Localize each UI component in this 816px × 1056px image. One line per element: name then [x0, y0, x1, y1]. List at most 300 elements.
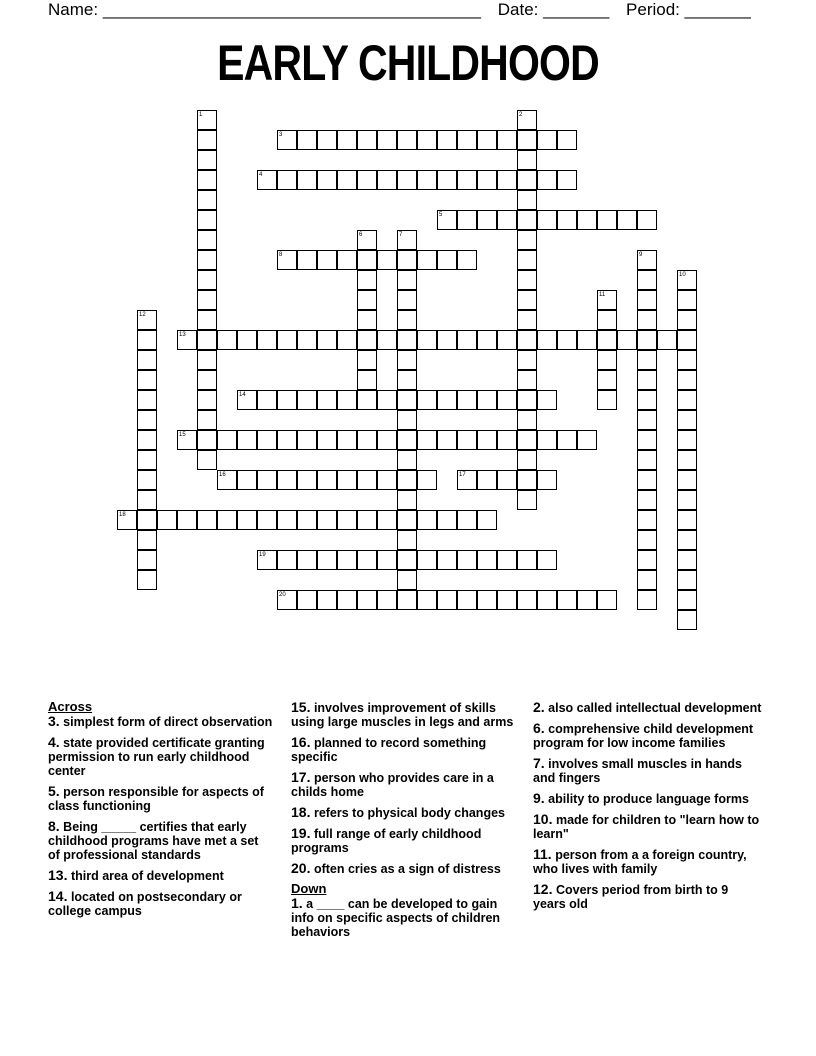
crossword-cell[interactable] — [437, 550, 457, 570]
crossword-cell[interactable] — [317, 510, 337, 530]
crossword-cell[interactable] — [437, 590, 457, 610]
crossword-cell[interactable] — [517, 350, 537, 370]
crossword-cell[interactable] — [597, 330, 617, 350]
crossword-cell[interactable] — [357, 250, 377, 270]
crossword-cell[interactable] — [677, 370, 697, 390]
crossword-cell[interactable] — [517, 590, 537, 610]
crossword-cell[interactable] — [677, 530, 697, 550]
crossword-cell[interactable] — [537, 130, 557, 150]
crossword-cell[interactable] — [517, 170, 537, 190]
crossword-cell[interactable] — [497, 470, 517, 490]
crossword-cell[interactable] — [557, 130, 577, 150]
crossword-cell[interactable] — [297, 330, 317, 350]
crossword-cell[interactable] — [217, 430, 237, 450]
crossword-cell[interactable] — [637, 290, 657, 310]
crossword-cell[interactable] — [637, 250, 657, 270]
crossword-cell[interactable] — [197, 290, 217, 310]
crossword-cell[interactable] — [377, 390, 397, 410]
crossword-cell[interactable] — [197, 410, 217, 430]
crossword-cell[interactable] — [537, 390, 557, 410]
crossword-cell[interactable] — [417, 130, 437, 150]
crossword-cell[interactable] — [137, 570, 157, 590]
crossword-cell[interactable] — [417, 250, 437, 270]
crossword-cell[interactable] — [437, 130, 457, 150]
crossword-cell[interactable] — [337, 330, 357, 350]
name-line[interactable]: ________________________________________ — [102, 0, 481, 19]
crossword-cell[interactable] — [357, 330, 377, 350]
crossword-cell[interactable] — [297, 510, 317, 530]
crossword-cell[interactable] — [477, 590, 497, 610]
clues-column-3 — [533, 700, 763, 917]
crossword-cell[interactable] — [457, 390, 477, 410]
crossword-cell[interactable] — [257, 170, 277, 190]
clue-number: 9. — [533, 790, 545, 806]
crossword-cell[interactable] — [477, 510, 497, 530]
crossword-cell[interactable] — [597, 350, 617, 370]
crossword-cell[interactable] — [417, 390, 437, 410]
crossword-cell[interactable] — [397, 590, 417, 610]
crossword-cell[interactable] — [457, 250, 477, 270]
crossword-cell[interactable] — [137, 350, 157, 370]
crossword-cell[interactable] — [517, 310, 537, 330]
crossword-cell[interactable] — [337, 250, 357, 270]
crossword-cell[interactable] — [577, 210, 597, 230]
crossword-cell[interactable] — [317, 390, 337, 410]
period-line[interactable]: _______ — [684, 0, 751, 19]
crossword-cell[interactable] — [197, 390, 217, 410]
crossword-cell[interactable] — [637, 530, 657, 550]
crossword-cell[interactable] — [137, 510, 157, 530]
crossword-cell[interactable] — [677, 350, 697, 370]
crossword-cell[interactable] — [237, 510, 257, 530]
crossword-cell[interactable] — [517, 130, 537, 150]
crossword-cell[interactable] — [277, 470, 297, 490]
crossword-cell[interactable] — [637, 510, 657, 530]
crossword-cell[interactable] — [397, 350, 417, 370]
crossword-cell[interactable] — [597, 390, 617, 410]
clue-text: person responsible for aspects of class functioning — [48, 785, 264, 813]
crossword-cell[interactable] — [617, 210, 637, 230]
crossword-cell[interactable] — [357, 290, 377, 310]
crossword-cell[interactable] — [197, 450, 217, 470]
crossword-cell[interactable] — [677, 450, 697, 470]
crossword-cell[interactable] — [137, 310, 157, 330]
crossword-cell[interactable] — [477, 130, 497, 150]
crossword-cell[interactable] — [597, 590, 617, 610]
crossword-cell[interactable] — [357, 310, 377, 330]
crossword-cell[interactable] — [337, 170, 357, 190]
crossword-cell[interactable] — [197, 270, 217, 290]
crossword-cell[interactable] — [377, 510, 397, 530]
crossword-cell[interactable] — [517, 410, 537, 430]
crossword-cell[interactable] — [537, 330, 557, 350]
crossword-cell[interactable] — [517, 430, 537, 450]
crossword-cell[interactable] — [517, 450, 537, 470]
crossword-cell[interactable] — [397, 130, 417, 150]
crossword-cell[interactable] — [637, 370, 657, 390]
crossword-cell[interactable] — [497, 590, 517, 610]
crossword-cell[interactable] — [337, 550, 357, 570]
crossword-cell[interactable] — [357, 550, 377, 570]
crossword-cell[interactable] — [397, 410, 417, 430]
crossword-cell[interactable] — [537, 550, 557, 570]
crossword-cell[interactable] — [397, 310, 417, 330]
crossword-cell[interactable] — [417, 510, 437, 530]
crossword-cell[interactable] — [397, 230, 417, 250]
crossword-cell[interactable] — [437, 510, 457, 530]
crossword-cell[interactable] — [417, 170, 437, 190]
clue-item — [291, 826, 521, 855]
crossword-cell[interactable] — [357, 390, 377, 410]
clue-number-label: 16 — [219, 472, 226, 478]
crossword-cell[interactable] — [157, 510, 177, 530]
crossword-cell[interactable] — [497, 430, 517, 450]
crossword-cell[interactable] — [397, 250, 417, 270]
crossword-cell[interactable] — [637, 470, 657, 490]
crossword-cell[interactable] — [537, 430, 557, 450]
crossword-cell[interactable] — [177, 430, 197, 450]
crossword-cell[interactable] — [317, 250, 337, 270]
crossword-cell[interactable] — [197, 330, 217, 350]
crossword-cell[interactable] — [497, 210, 517, 230]
crossword-cell[interactable] — [397, 390, 417, 410]
crossword-cell[interactable] — [297, 170, 317, 190]
crossword-cell[interactable] — [277, 430, 297, 450]
crossword-cell[interactable] — [457, 330, 477, 350]
crossword-cell[interactable] — [337, 390, 357, 410]
crossword-cell[interactable] — [337, 430, 357, 450]
crossword-cell[interactable] — [197, 510, 217, 530]
crossword-cell[interactable] — [477, 470, 497, 490]
crossword-cell[interactable] — [397, 530, 417, 550]
crossword-cell[interactable] — [277, 590, 297, 610]
crossword-cell[interactable] — [677, 290, 697, 310]
crossword-cell[interactable] — [677, 410, 697, 430]
crossword-cell[interactable] — [537, 470, 557, 490]
crossword-cell[interactable] — [357, 230, 377, 250]
crossword-cell[interactable] — [197, 110, 217, 130]
crossword-cell[interactable] — [297, 470, 317, 490]
crossword-cell[interactable] — [297, 250, 317, 270]
crossword-cell[interactable] — [337, 590, 357, 610]
crossword-cell[interactable] — [137, 550, 157, 570]
crossword-cell[interactable] — [417, 470, 437, 490]
crossword-cell[interactable] — [457, 170, 477, 190]
crossword-cell[interactable] — [517, 490, 537, 510]
crossword-cell[interactable] — [637, 410, 657, 430]
crossword-cell[interactable] — [197, 150, 217, 170]
crossword-cell[interactable] — [557, 210, 577, 230]
crossword-cell[interactable] — [457, 510, 477, 530]
crossword-cell[interactable] — [517, 330, 537, 350]
crossword-cell[interactable] — [137, 530, 157, 550]
crossword-cell[interactable] — [677, 490, 697, 510]
crossword-cell[interactable] — [437, 250, 457, 270]
crossword-cell[interactable] — [377, 550, 397, 570]
crossword-cell[interactable] — [357, 270, 377, 290]
crossword-cell[interactable] — [317, 330, 337, 350]
crossword-cell[interactable] — [137, 490, 157, 510]
crossword-cell[interactable] — [677, 430, 697, 450]
crossword-cell[interactable] — [317, 590, 337, 610]
crossword-cell[interactable] — [377, 170, 397, 190]
crossword-cell[interactable] — [517, 250, 537, 270]
crossword-cell[interactable] — [397, 510, 417, 530]
crossword-cell[interactable] — [317, 130, 337, 150]
crossword-cell[interactable] — [517, 470, 537, 490]
crossword-cell[interactable] — [277, 130, 297, 150]
crossword-cell[interactable] — [597, 210, 617, 230]
crossword-cell[interactable] — [537, 170, 557, 190]
crossword-cell[interactable] — [637, 390, 657, 410]
crossword-cell[interactable] — [297, 590, 317, 610]
crossword-cell[interactable] — [297, 130, 317, 150]
crossword-cell[interactable] — [137, 430, 157, 450]
crossword-cell[interactable] — [557, 170, 577, 190]
crossword-cell[interactable] — [297, 430, 317, 450]
crossword-cell[interactable] — [437, 330, 457, 350]
crossword-cell[interactable] — [417, 550, 437, 570]
crossword-cell[interactable] — [597, 290, 617, 310]
crossword-cell[interactable] — [197, 250, 217, 270]
crossword-cell[interactable] — [237, 430, 257, 450]
crossword-cell[interactable] — [257, 510, 277, 530]
crossword-cell[interactable] — [497, 390, 517, 410]
clue-item — [291, 770, 521, 799]
crossword-cell[interactable] — [397, 330, 417, 350]
crossword-cell[interactable] — [197, 170, 217, 190]
crossword-cell[interactable] — [497, 170, 517, 190]
crossword-cell[interactable] — [517, 390, 537, 410]
crossword-cell[interactable] — [297, 550, 317, 570]
crossword-cell[interactable] — [537, 210, 557, 230]
crossword-cell[interactable] — [677, 590, 697, 610]
crossword-cell[interactable] — [197, 310, 217, 330]
crossword-cell[interactable] — [197, 370, 217, 390]
crossword-cell[interactable] — [677, 510, 697, 530]
crossword-cell[interactable] — [397, 470, 417, 490]
crossword-cell[interactable] — [437, 170, 457, 190]
crossword-cell[interactable] — [457, 210, 477, 230]
clue-number: 11. — [533, 846, 552, 862]
crossword-cell[interactable] — [317, 430, 337, 450]
crossword-cell[interactable] — [457, 130, 477, 150]
crossword-cell[interactable] — [397, 430, 417, 450]
down-heading: Down — [291, 881, 327, 896]
crossword-cell[interactable] — [637, 430, 657, 450]
crossword-cell[interactable] — [177, 330, 197, 350]
crossword-cell[interactable] — [117, 510, 137, 530]
clue-number: 13. — [48, 867, 68, 883]
crossword-cell[interactable] — [197, 230, 217, 250]
crossword-cell[interactable] — [377, 330, 397, 350]
crossword-cell[interactable] — [137, 330, 157, 350]
crossword-cell[interactable] — [377, 590, 397, 610]
crossword-cell[interactable] — [317, 550, 337, 570]
crossword-cell[interactable] — [677, 330, 697, 350]
crossword-cell[interactable] — [377, 250, 397, 270]
clue-text: full range of early childhood programs — [291, 827, 482, 855]
crossword-cell[interactable] — [257, 390, 277, 410]
crossword-cell[interactable] — [377, 430, 397, 450]
crossword-cell[interactable] — [397, 570, 417, 590]
crossword-cell[interactable] — [397, 490, 417, 510]
crossword-cell[interactable] — [437, 430, 457, 450]
crossword-cell[interactable] — [357, 130, 377, 150]
date-line[interactable]: _______ — [543, 0, 610, 19]
crossword-cell[interactable] — [577, 330, 597, 350]
crossword-cell[interactable] — [637, 570, 657, 590]
crossword-cell[interactable] — [197, 210, 217, 230]
crossword-cell[interactable] — [477, 430, 497, 450]
crossword-cell[interactable] — [517, 370, 537, 390]
crossword-cell[interactable] — [277, 330, 297, 350]
crossword-cell[interactable] — [377, 130, 397, 150]
crossword-cell[interactable] — [517, 270, 537, 290]
crossword-cell[interactable] — [137, 370, 157, 390]
crossword-cell[interactable] — [477, 170, 497, 190]
crossword-cell[interactable] — [437, 390, 457, 410]
clue-item — [533, 756, 763, 785]
crossword-cell[interactable] — [137, 390, 157, 410]
crossword-cell[interactable] — [637, 330, 657, 350]
crossword-cell[interactable] — [517, 290, 537, 310]
crossword-cell[interactable] — [497, 330, 517, 350]
crossword-cell[interactable] — [517, 110, 537, 130]
crossword-cell[interactable] — [197, 430, 217, 450]
crossword-cell[interactable] — [237, 470, 257, 490]
crossword-cell[interactable] — [677, 270, 697, 290]
clue-item — [291, 896, 521, 939]
crossword-cell[interactable] — [457, 550, 477, 570]
crossword-cell[interactable] — [257, 330, 277, 350]
crossword-cell[interactable] — [437, 210, 457, 230]
crossword-cell[interactable] — [137, 450, 157, 470]
crossword-cell[interactable] — [337, 470, 357, 490]
crossword-cell[interactable] — [197, 350, 217, 370]
crossword-cell[interactable] — [337, 130, 357, 150]
crossword-cell[interactable] — [257, 430, 277, 450]
crossword-cell[interactable] — [457, 590, 477, 610]
clue-text: simplest form of direct observation — [63, 715, 273, 729]
crossword-cell[interactable] — [277, 170, 297, 190]
crossword-cell[interactable] — [477, 550, 497, 570]
crossword-cell[interactable] — [297, 390, 317, 410]
crossword-cell[interactable] — [477, 390, 497, 410]
crossword-cell[interactable] — [677, 310, 697, 330]
crossword-cell[interactable] — [597, 370, 617, 390]
crossword-cell[interactable] — [637, 270, 657, 290]
crossword-cell[interactable] — [357, 170, 377, 190]
clue-number: 6. — [533, 720, 545, 736]
crossword-cell[interactable] — [277, 390, 297, 410]
crossword-cell[interactable] — [637, 550, 657, 570]
crossword-cell[interactable] — [577, 430, 597, 450]
crossword-cell[interactable] — [477, 330, 497, 350]
crossword-cell[interactable] — [357, 510, 377, 530]
crossword-cell[interactable] — [477, 210, 497, 230]
crossword-cell[interactable] — [317, 170, 337, 190]
crossword-cell[interactable] — [197, 190, 217, 210]
crossword-cell[interactable] — [197, 130, 217, 150]
crossword-cell[interactable] — [417, 330, 437, 350]
crossword-cell[interactable] — [237, 330, 257, 350]
crossword-cell[interactable] — [637, 590, 657, 610]
crossword-cell[interactable] — [377, 470, 397, 490]
crossword-cell[interactable] — [517, 230, 537, 250]
crossword-cell[interactable] — [417, 430, 437, 450]
crossword-cell[interactable] — [637, 450, 657, 470]
crossword-cell[interactable] — [397, 450, 417, 470]
crossword-cell[interactable] — [397, 170, 417, 190]
crossword-cell[interactable] — [217, 470, 237, 490]
crossword-cell[interactable] — [357, 470, 377, 490]
crossword-cell[interactable] — [317, 470, 337, 490]
crossword-cell[interactable] — [457, 430, 477, 450]
crossword-cell[interactable] — [457, 470, 477, 490]
crossword-cell[interactable] — [277, 550, 297, 570]
crossword-cell[interactable] — [217, 330, 237, 350]
crossword-cell[interactable] — [357, 370, 377, 390]
crossword-cell[interactable] — [257, 470, 277, 490]
crossword-cell[interactable] — [557, 330, 577, 350]
clue-number-label: 8 — [279, 252, 283, 258]
crossword-cell[interactable] — [517, 550, 537, 570]
crossword-cell[interactable] — [637, 350, 657, 370]
crossword-cell[interactable] — [557, 430, 577, 450]
crossword-cell[interactable] — [517, 190, 537, 210]
crossword-cell[interactable] — [637, 310, 657, 330]
crossword-cell[interactable] — [617, 330, 637, 350]
crossword-cell[interactable] — [237, 390, 257, 410]
crossword-cell[interactable] — [517, 210, 537, 230]
crossword-cell[interactable] — [277, 250, 297, 270]
crossword-cell[interactable] — [677, 470, 697, 490]
crossword-cell[interactable] — [637, 490, 657, 510]
crossword-cell[interactable] — [657, 330, 677, 350]
crossword-cell[interactable] — [397, 370, 417, 390]
crossword-cell[interactable] — [637, 210, 657, 230]
crossword-cell[interactable] — [277, 510, 297, 530]
crossword-cell[interactable] — [257, 550, 277, 570]
crossword-cell[interactable] — [497, 550, 517, 570]
crossword-cell[interactable] — [557, 590, 577, 610]
crossword-cell[interactable] — [137, 410, 157, 430]
crossword-cell[interactable] — [517, 150, 537, 170]
clue-text: planned to record something specific — [291, 736, 487, 764]
crossword-cell[interactable] — [417, 590, 437, 610]
crossword-cell[interactable] — [357, 430, 377, 450]
crossword-cell[interactable] — [217, 510, 237, 530]
page-title: EARLY CHILDHOOD — [217, 35, 599, 91]
crossword-cell[interactable] — [677, 610, 697, 630]
crossword-cell[interactable] — [397, 270, 417, 290]
crossword-cell[interactable] — [337, 510, 357, 530]
crossword-cell[interactable] — [597, 310, 617, 330]
crossword-cell[interactable] — [397, 290, 417, 310]
crossword-cell[interactable] — [357, 590, 377, 610]
crossword-cell[interactable] — [137, 470, 157, 490]
crossword-cell[interactable] — [677, 390, 697, 410]
crossword-cell[interactable] — [537, 590, 557, 610]
crossword-cell[interactable] — [177, 510, 197, 530]
crossword-cell[interactable] — [677, 550, 697, 570]
crossword-cell[interactable] — [577, 590, 597, 610]
crossword-cell[interactable] — [357, 350, 377, 370]
crossword-cell[interactable] — [677, 570, 697, 590]
crossword-cell[interactable] — [497, 130, 517, 150]
crossword-cell[interactable] — [397, 550, 417, 570]
